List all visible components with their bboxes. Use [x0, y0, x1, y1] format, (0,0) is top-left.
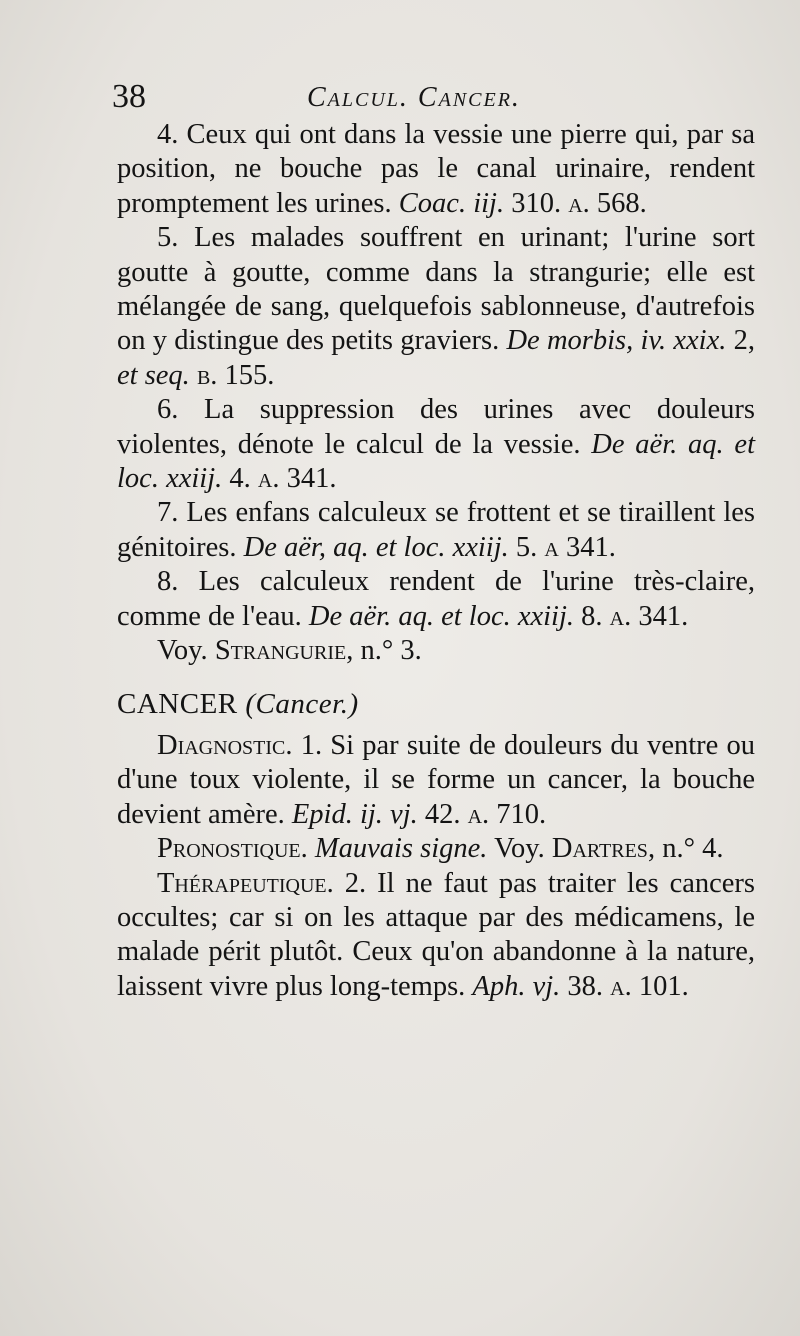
see-also-suffix: , n.° 3. [346, 635, 422, 667]
page-number: 38 [112, 78, 146, 115]
reference-italic: De aër, aq. et loc. xxiij. [243, 531, 509, 563]
paragraph-text: 6. La suppression des urines avec douleurs violentes, dénote le calcul de la vessie. [117, 394, 755, 460]
paragraph-text: 2. Il ne faut pas traiter les cancers occultes; car si on les attaque par des médicamens, le malade périt plutôt. Ceux qu'on abandonne à la nature, laissent vivre plus long-temps. [117, 867, 756, 1002]
subsection-label: Pronostique. [157, 833, 308, 865]
paragraph-6 [117, 393, 755, 496]
reference-italic: De aër. aq. et loc. xxiij. [308, 600, 575, 632]
reference-italic: et seq. [117, 359, 190, 391]
reference-locator: 310. a. 568. [511, 187, 647, 219]
paragraph-text: 1. Si par suite de douleurs du ventre ou d'une toux violente, il se forme un cancer, la bouche devient amère. [117, 729, 756, 830]
see-also-strangurie [117, 634, 755, 668]
running-head: Calcul. Cancer. [307, 82, 521, 113]
paragraph-text: 5. Les malades souffrent en urinant; l'urine sort goutte à goutte, comme dans la strangurie; elle est mélangée de sang, quelquefois sablonneuse, d'autrefois on y distingue des petits graviers. [117, 222, 755, 357]
section-title-latin: (Cancer.) [245, 687, 359, 720]
subsection-label: Diagnostic. [157, 729, 293, 761]
reference-italic: De aër. aq. et loc. xxiij. [117, 428, 755, 495]
paragraph-text: 4. Ceux qui ont dans la vessie une pierre qui, par sa position, ne bouche pas le canal urinaire, rendent promptement les urines. [117, 119, 755, 219]
reference-locator: 8. a. 341. [581, 600, 689, 632]
paragraph-4 [117, 118, 755, 221]
see-also-term: Strangurie [214, 635, 347, 667]
paragraph-text: Mauvais signe. [314, 833, 488, 865]
paragraph-therapeutique [117, 867, 755, 1005]
reference-italic: Coac. iij. [398, 187, 505, 219]
see-also-prefix: Voy. [494, 833, 545, 865]
see-also-suffix: , n.° 4. [647, 833, 724, 865]
subsection-label: Thérapeutique. [157, 867, 334, 899]
paragraph-text: 8. Les calculeux rendent de l'urine très-claire, comme de l'eau. [117, 566, 755, 632]
section-title-text: CANCER [117, 687, 238, 720]
reference-locator: 5. a 341. [515, 531, 616, 563]
page-body [117, 118, 755, 1004]
paragraph-7 [117, 496, 755, 565]
paragraph-pronostique [117, 832, 755, 866]
reference-italic: Aph. vj. [472, 970, 561, 1002]
paragraph-5 [117, 221, 755, 393]
section-title-cancer [117, 687, 755, 721]
reference-number: 2, [733, 325, 756, 357]
see-also-term: Dartres [551, 833, 648, 865]
reference-locator: 42. a. 710. [424, 798, 547, 830]
reference-locator: 38. a. 101. [567, 970, 689, 1002]
reference-locator: b. 155. [196, 359, 275, 391]
reference-italic: Epid. ij. vj. [291, 798, 418, 830]
reference-italic: De morbis, iv. xxix. [506, 325, 727, 357]
see-also-prefix: Voy. [157, 635, 208, 667]
page-header [112, 78, 748, 122]
paragraph-8 [117, 565, 755, 634]
paragraph-diagnostic [117, 729, 755, 832]
reference-locator: 4. a. 341. [229, 463, 337, 495]
paragraph-text: 7. Les enfans calculeux se frottent et se tiraillent les génitoires. [117, 497, 755, 563]
